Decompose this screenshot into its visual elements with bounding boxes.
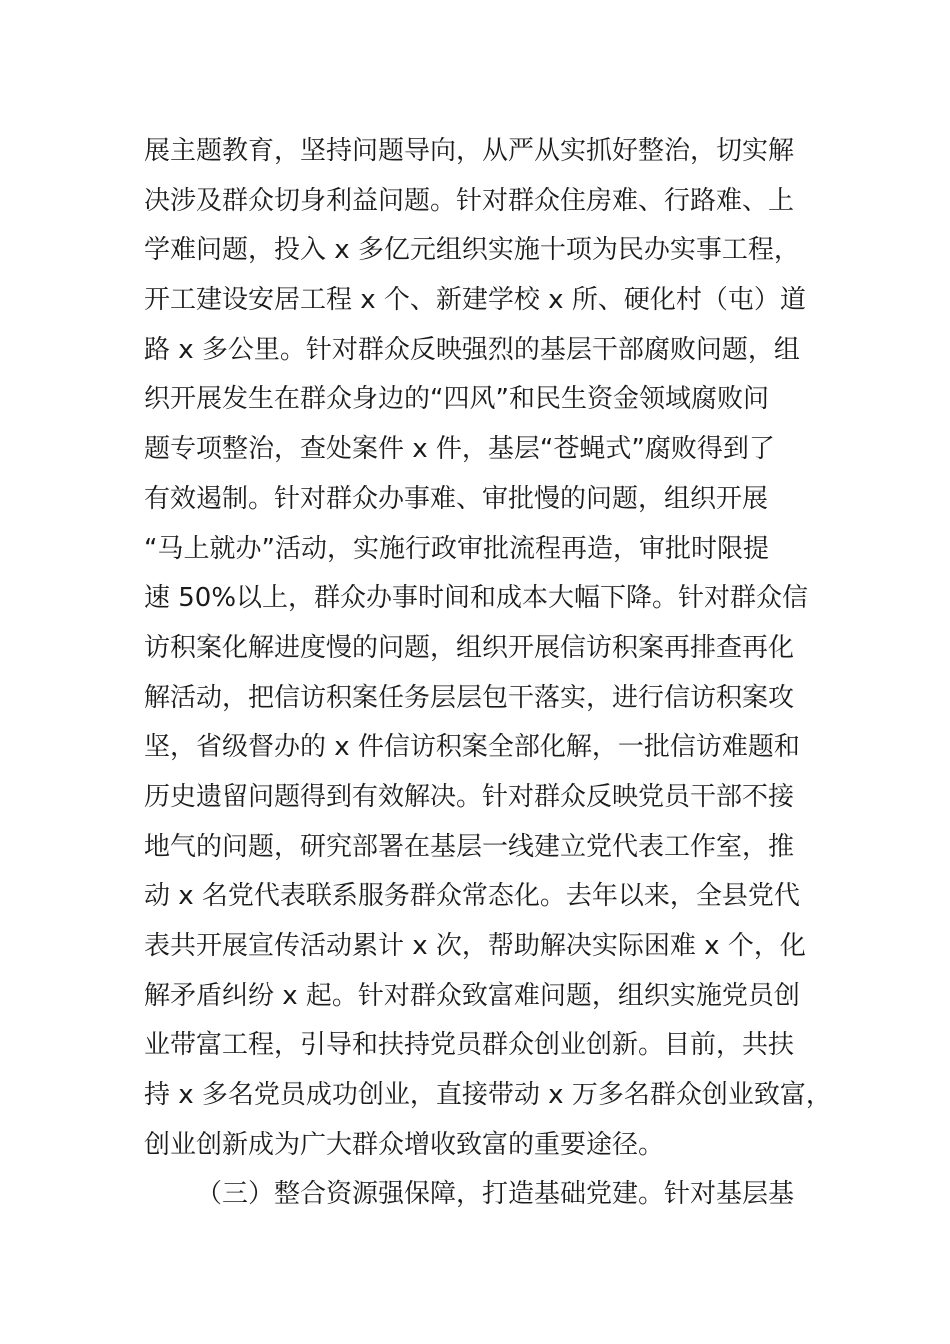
text-line: 织开展发生在群众身边的“四风”和民生资金领域腐败问 — [144, 384, 769, 415]
text-line: 速 50%以上，群众办事时间和成本大幅下降。针对群众信 — [144, 583, 809, 614]
text-line: 决涉及群众切身利益问题。针对群众住房难、行路难、上 — [144, 185, 795, 216]
body-text — [144, 127, 844, 1220]
text-line: 解矛盾纠纷 x 起。针对群众致富难问题，组织实施党员创 — [144, 980, 800, 1011]
text-line: 动 x 名党代表联系服务群众常态化。去年以来，全县党代 — [144, 881, 800, 912]
text-line: 坚，省级督办的 x 件信访积案全部化解，一批信访难题和 — [144, 732, 800, 763]
section-heading-line: （三）整合资源强保障，打造基础党建。针对基层基 — [196, 1179, 795, 1210]
text-line: 路 x 多公里。针对群众反映强烈的基层干部腐败问题，组 — [144, 334, 800, 365]
text-line: 地气的问题，研究部署在基层一线建立党代表工作室，推 — [144, 831, 795, 862]
text-line: 开工建设安居工程 x 个、新建学校 x 所、硬化村（屯）道 — [144, 285, 806, 316]
text-line: 持 x 多名党员成功创业，直接带动 x 万多名群众创业致富， — [144, 1080, 832, 1111]
text-line: 解活动，把信访积案任务层层包干落实，进行信访积案攻 — [144, 682, 795, 713]
text-line: 业带富工程，引导和扶持党员群众创业创新。目前，共扶 — [144, 1030, 795, 1061]
text-line: 访积案化解进度慢的问题，组织开展信访积案再排查再化 — [144, 632, 795, 663]
text-line: 展主题教育，坚持问题导向，从严从实抓好整治，切实解 — [144, 136, 795, 166]
text-line: 有效遏制。针对群众办事难、审批慢的问题，组织开展 — [144, 483, 769, 514]
text-line: 表共开展宣传活动累计 x 次，帮助解决实际困难 x 个，化 — [144, 931, 806, 961]
text-line: 学难问题，投入 x 多亿元组织实施十项为民办实事工程， — [144, 235, 800, 266]
text-line: “马上就办”活动，实施行政审批流程再造，审批时限提 — [144, 533, 769, 564]
text-line: 创业创新成为广大群众增收致富的重要途径。 — [144, 1129, 665, 1160]
text-line: 题专项整治，查处案件 x 件，基层“苍蝇式”腐败得到了 — [144, 434, 775, 465]
text-line: 历史遗留问题得到有效解决。针对群众反映党员干部不接 — [144, 781, 795, 812]
